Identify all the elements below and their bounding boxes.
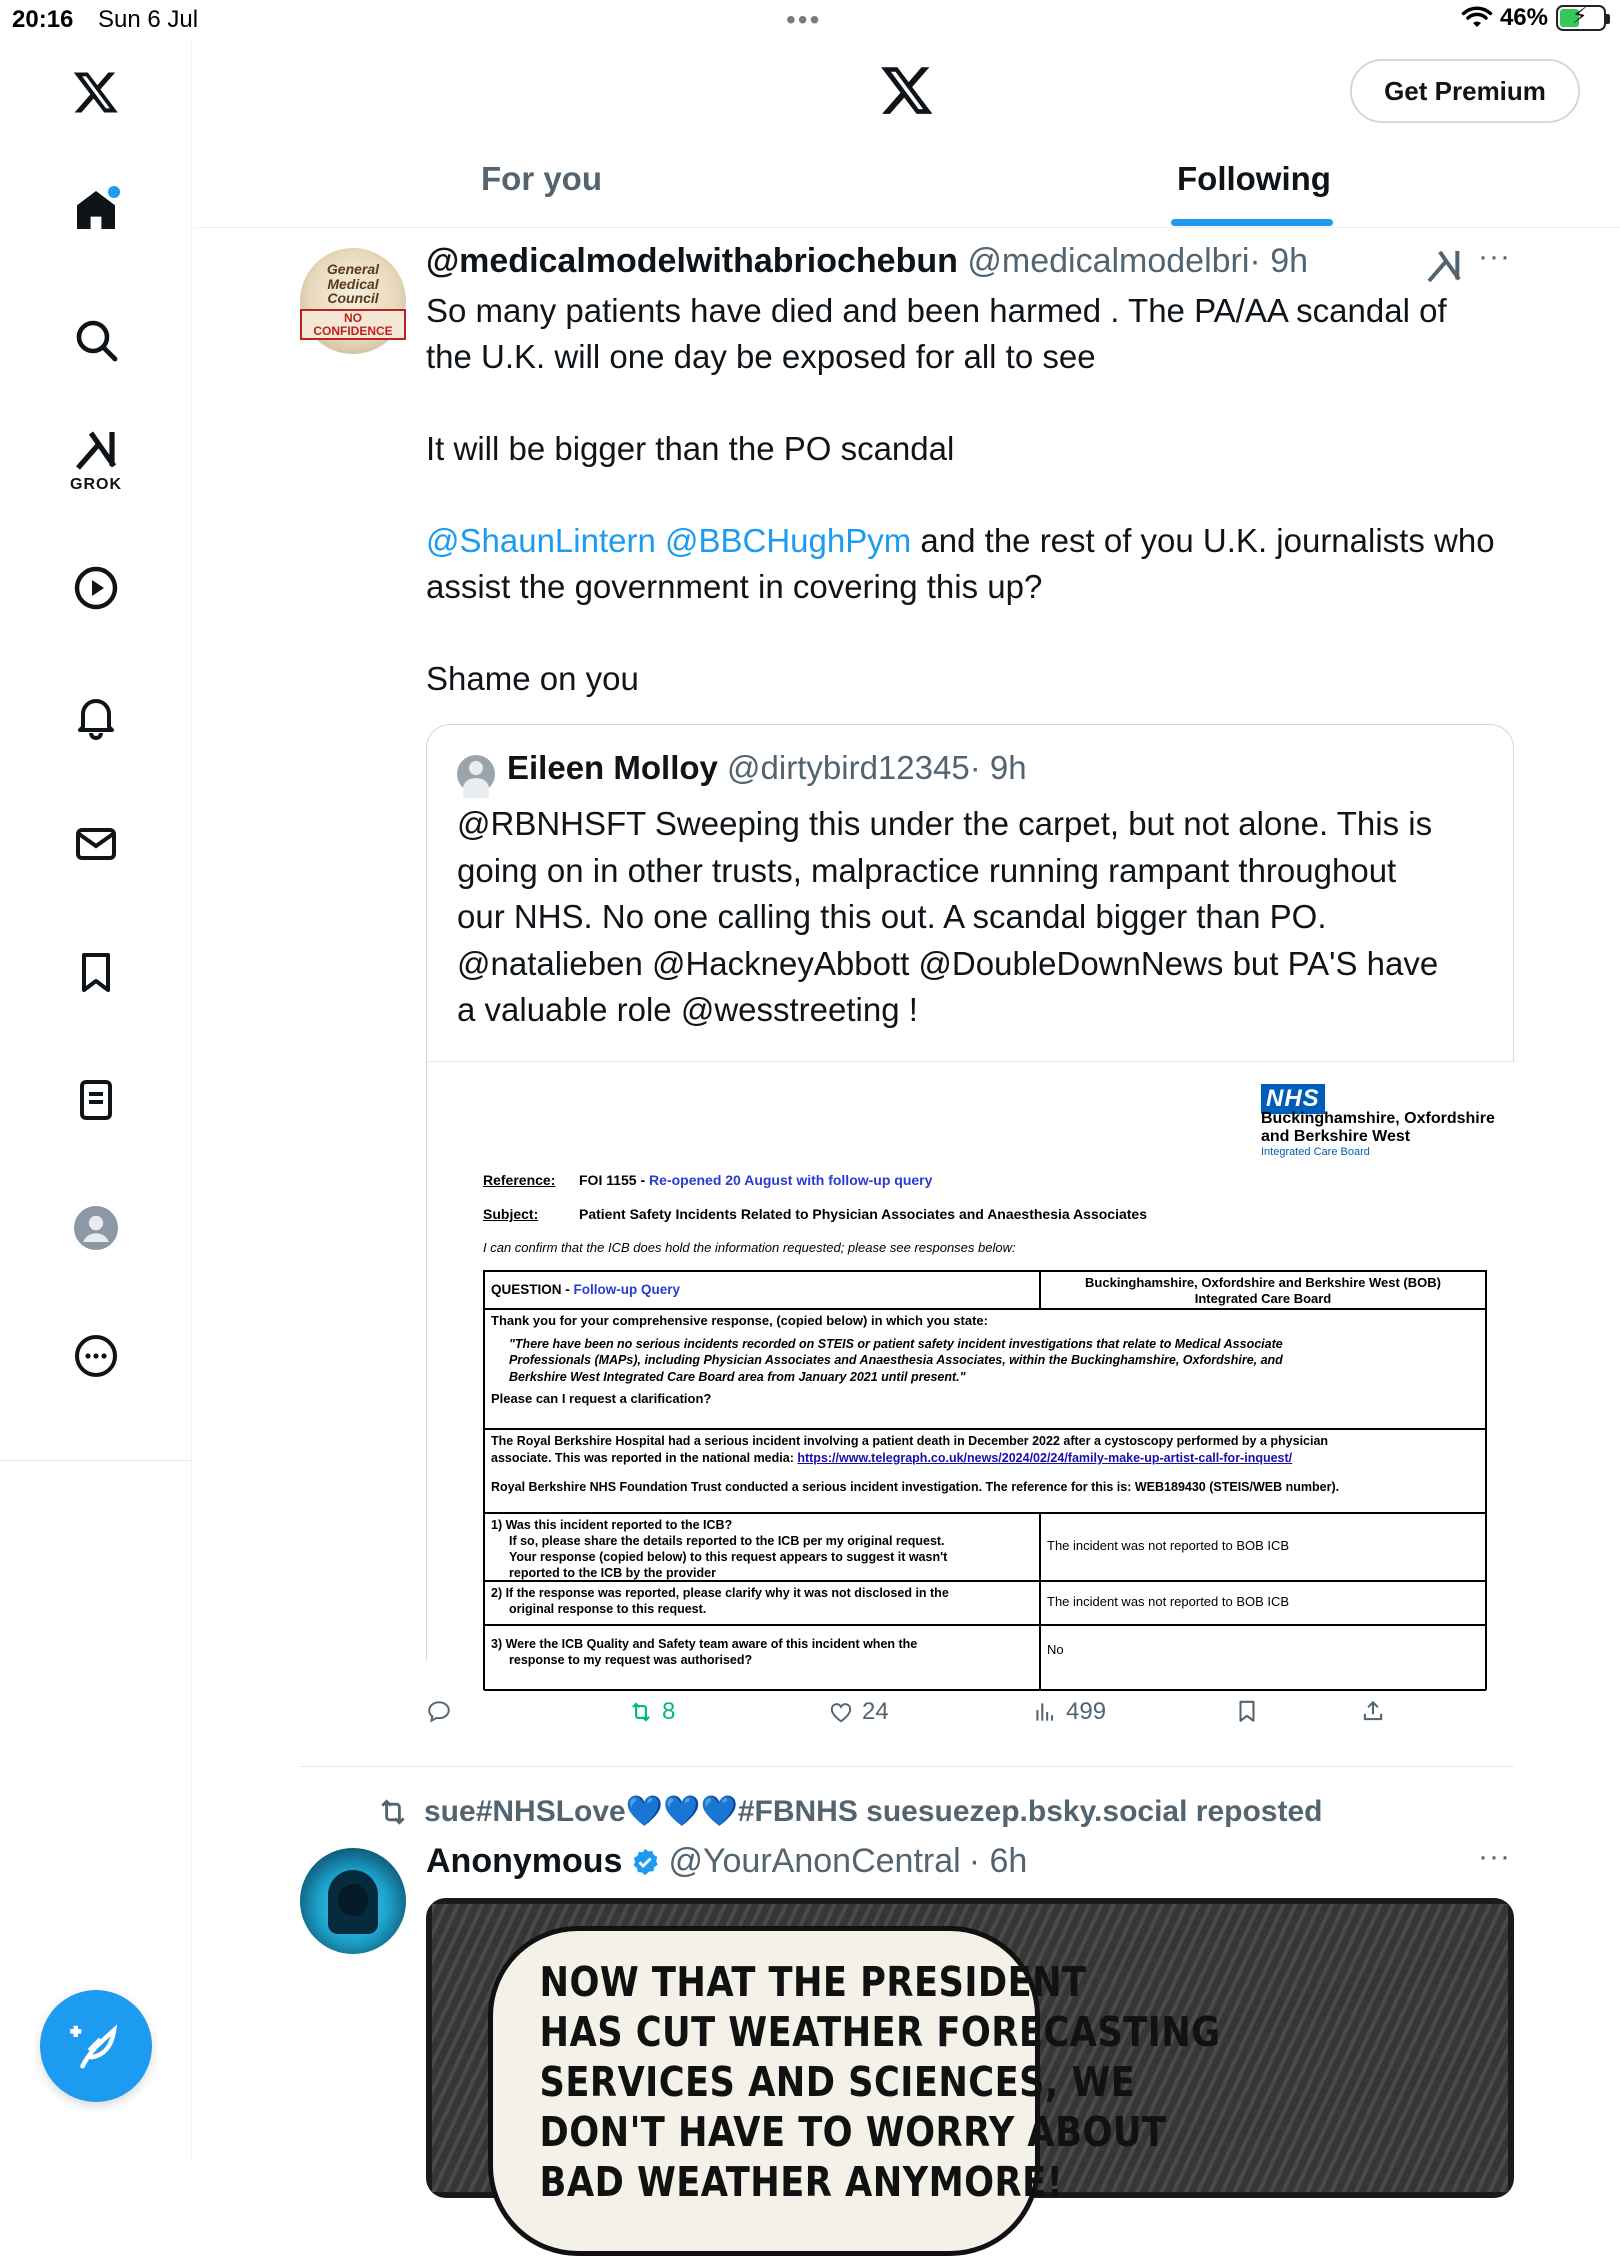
- answer-3: No: [1040, 1625, 1486, 1691]
- tweet-line: It will be bigger than the PO scandal: [426, 430, 955, 467]
- view-count: 499: [1066, 1698, 1107, 1725]
- meme-line: HAS CUT WEATHER FORECASTING: [539, 2008, 1221, 2056]
- incident-line: [491, 1450, 1479, 1467]
- nhs-logo: NHS: [1261, 1084, 1325, 1114]
- question-1-line: reported to the ICB by the provider: [509, 1566, 716, 1580]
- tweet-line: assist the government in covering this up?: [426, 568, 1043, 605]
- active-tab-indicator: [1171, 219, 1333, 226]
- org-line: Buckinghamshire, Oxfordshire: [1261, 1110, 1495, 1127]
- incident-line-text: associate. This was reported in the national media:: [491, 1451, 798, 1465]
- timestamp: · 9h: [969, 749, 1027, 786]
- avatar-badge-text: NO CONFIDENCE: [300, 309, 406, 340]
- status-time: 20:16: [12, 6, 74, 33]
- thanks-cell: [484, 1309, 1486, 1429]
- quoted-response: [491, 1336, 1479, 1386]
- charging-bolt-icon: ⚡: [1572, 3, 1588, 28]
- reference-label: Reference:: [483, 1172, 556, 1188]
- profile-icon[interactable]: [66, 1198, 126, 1258]
- more-icon[interactable]: [66, 1326, 126, 1386]
- bookmark-icon[interactable]: [66, 942, 126, 1002]
- status-date: Sun 6 Jul: [98, 6, 199, 33]
- quoted-tweet[interactable]: [426, 724, 1514, 1680]
- clarify-line: Please can I request a clarification?: [491, 1391, 712, 1406]
- telegraph-link: https://www.telegraph.co.uk/news/2024/02/24/family-make-up-artist-call-for-inquest/: [797, 1451, 1293, 1465]
- avatar: [457, 755, 495, 793]
- compose-button[interactable]: [40, 1990, 152, 2102]
- question-3-line: 3) Were the ICB Quality and Safety team aware of this incident when the: [491, 1637, 918, 1651]
- question-1-line: Your response (copied below) to this request appears to suggest it wasn't: [509, 1550, 948, 1564]
- meme-line: BAD WEATHER ANYMORE!: [539, 2158, 1064, 2206]
- tweet-text: [426, 288, 1526, 702]
- quoted-response-line: Berkshire West Integrated Care Board area from January 2021 until present.": [509, 1369, 966, 1384]
- more-options-icon[interactable]: ···: [1478, 240, 1511, 273]
- subject-row: [483, 1206, 1147, 1222]
- question-header-note: Follow-up Query: [573, 1282, 681, 1297]
- repost-count: 8: [662, 1698, 676, 1725]
- lists-icon[interactable]: [66, 1070, 126, 1130]
- question-3: [484, 1625, 1040, 1691]
- avatar[interactable]: [300, 1848, 406, 1954]
- tweet-line: the U.K. will one day be exposed for all to see: [426, 338, 1096, 375]
- reply-button[interactable]: [426, 1698, 460, 1724]
- mail-icon[interactable]: [66, 814, 126, 874]
- quoted-response-line: "There have been no serious incidents recorded on STEIS or patient safety incident investigations that relate to Medical Associate: [509, 1336, 1283, 1351]
- views-button[interactable]: [1032, 1698, 1106, 1726]
- timestamp[interactable]: · 9h: [1249, 242, 1309, 280]
- mention-link[interactable]: @BBCHughPym: [665, 522, 912, 559]
- tab-for-you[interactable]: For you: [481, 160, 602, 197]
- question-1: [484, 1513, 1040, 1581]
- share-button[interactable]: [1360, 1698, 1386, 1724]
- timeline-header: [193, 40, 1620, 228]
- verified-badge-icon: [630, 1847, 660, 1877]
- display-name[interactable]: Anonymous: [426, 1842, 623, 1880]
- reference-note: Re-opened 20 August with follow-up query: [649, 1172, 933, 1188]
- battery-icon: [1556, 5, 1606, 31]
- reposted-by[interactable]: [376, 1794, 1322, 1829]
- handle: @dirtybird12345: [727, 749, 970, 786]
- question-2: [484, 1581, 1040, 1625]
- like-button[interactable]: [828, 1698, 889, 1726]
- thanks-line: Thank you for your comprehensive response, (copied below) in which you state:: [491, 1313, 988, 1328]
- answer-1: The incident was not reported to BOB ICB: [1040, 1513, 1486, 1581]
- incident-line: The Royal Berkshire Hospital had a serious incident involving a patient death in December 2022 after a cystoscopy performed by a physician: [491, 1434, 1329, 1448]
- quoted-response-line: Professionals (MAPs), including Physician Associates and Anaesthesia Associates, within the Buckinghamshire, Oxfordshire, and: [509, 1353, 1283, 1367]
- tweet-divider: [300, 1766, 1514, 1767]
- x-logo-icon[interactable]: [66, 62, 126, 122]
- home-notification-dot: [108, 186, 120, 198]
- repost-icon: [376, 1795, 410, 1829]
- meme-line: DON'T HAVE TO WORRY ABOUT: [539, 2108, 1167, 2156]
- tweet-line: Shame on you: [426, 660, 639, 697]
- question-2-line: 2) If the response was reported, please clarify why it was not disclosed in the: [491, 1586, 949, 1600]
- grok-explain-icon[interactable]: [1424, 246, 1464, 286]
- quote-line: going on in other trusts, malpractice running rampant throughout: [457, 851, 1397, 889]
- meme-line: NOW THAT THE PRESIDENT: [539, 1958, 1087, 2006]
- question-1-line: If so, please share the details reported to the ICB per my original request.: [509, 1534, 945, 1548]
- subject-value: Patient Safety Incidents Related to Physician Associates and Anaesthesia Associates: [579, 1206, 1147, 1222]
- tweet-line: So many patients have died and been harmed . The PA/AA scandal of: [426, 292, 1447, 329]
- search-icon[interactable]: [66, 310, 126, 370]
- reference-value: FOI 1155 -: [579, 1172, 650, 1188]
- subject-label: Subject:: [483, 1206, 539, 1222]
- like-count: 24: [862, 1698, 889, 1725]
- meme-speech-bubble: [488, 1926, 1221, 2256]
- tweet-header: [426, 242, 1308, 281]
- org-header-line: Buckinghamshire, Oxfordshire and Berkshire West (BOB): [1085, 1275, 1441, 1290]
- tweet-line-text: and the rest of you U.K. journalists who: [911, 522, 1495, 559]
- confirm-line: I can confirm that the ICB does hold the information requested; please see responses below:: [483, 1240, 1016, 1255]
- org-header-line: Integrated Care Board: [1194, 1291, 1332, 1306]
- reposter-suffix: #FBNHS suesuezep.bsky.social reposted: [737, 1795, 1323, 1828]
- multitask-dots-icon[interactable]: •••: [786, 4, 822, 35]
- investigation-line: Royal Berkshire NHS Foundation Trust conducted a serious incident investigation. The reference for this is: WEB189430 (STEIS/WEB number).: [491, 1480, 1340, 1494]
- avatar[interactable]: [300, 248, 406, 354]
- question-3-line: response to my request was authorised?: [509, 1653, 753, 1667]
- x-logo-icon[interactable]: [879, 62, 935, 118]
- quote-line: @natalieben @HackneyAbbott @DoubleDownNews but PA'S have: [457, 944, 1439, 982]
- repost-icon: [628, 1699, 654, 1725]
- answer-2: The incident was not reported to BOB ICB: [1040, 1581, 1486, 1625]
- get-premium-button[interactable]: Get Premium: [1350, 59, 1580, 123]
- share-icon: [1360, 1698, 1386, 1724]
- tweet-actions: [426, 1698, 1516, 1738]
- question-1-line: 1) Was this incident reported to the ICB?: [491, 1518, 733, 1532]
- quote-line: our NHS. No one calling this out. A scandal bigger than PO.: [457, 898, 1327, 935]
- wifi-icon: [1462, 6, 1492, 30]
- avatar-text: General Medical Council: [326, 260, 380, 307]
- meme-line: SERVICES AND SCIENCES, WE: [539, 2058, 1136, 2106]
- nhs-org-name: [1261, 1110, 1495, 1146]
- attached-document-image[interactable]: [427, 1061, 1515, 1681]
- tab-following[interactable]: Following: [1177, 160, 1331, 197]
- compose-icon: [69, 2019, 123, 2073]
- bell-icon[interactable]: [66, 686, 126, 746]
- question-header-text: QUESTION -: [491, 1282, 574, 1297]
- sidebar-nav: [0, 40, 192, 2160]
- meme-text: [539, 1957, 1221, 2207]
- foi-document: [455, 1062, 1495, 1682]
- org-header: [1040, 1271, 1486, 1309]
- video-icon[interactable]: [66, 558, 126, 618]
- meme-image[interactable]: [426, 1898, 1514, 2206]
- repost-button[interactable]: [628, 1698, 675, 1726]
- handle[interactable]: @medicalmodelbri: [967, 242, 1250, 280]
- tweet-header: [426, 1842, 1027, 1881]
- status-bar: [0, 0, 1620, 40]
- quote-line: @RBNHSFT Sweeping this under the carpet, but not alone. This is: [457, 805, 1433, 842]
- bookmark-icon: [1234, 1698, 1260, 1724]
- sidebar-divider: [0, 1460, 192, 1461]
- reposter-name: sue#NHSLove: [424, 1795, 626, 1828]
- timestamp[interactable]: · 6h: [968, 1842, 1028, 1880]
- battery-percent: 46%: [1499, 4, 1548, 31]
- question-2-line: original response to this request.: [509, 1602, 707, 1616]
- question-header: [484, 1271, 1040, 1309]
- incident-cell: [484, 1429, 1486, 1513]
- more-options-icon[interactable]: ···: [1478, 1840, 1511, 1873]
- display-name: Eileen Molloy: [507, 749, 718, 786]
- bookmark-button[interactable]: [1234, 1698, 1260, 1724]
- reference-row: [483, 1172, 932, 1188]
- foi-table: [483, 1270, 1487, 1690]
- grok-label: GROK: [70, 476, 122, 493]
- mention-link[interactable]: @ShaunLintern: [426, 522, 656, 559]
- home-icon[interactable]: [66, 180, 126, 240]
- quote-line: a valuable role @wesstreeting !: [457, 991, 918, 1028]
- grok-icon[interactable]: [66, 420, 126, 480]
- views-icon: [1032, 1699, 1058, 1725]
- tweet-line: [426, 518, 1526, 564]
- reply-icon: [426, 1698, 452, 1724]
- display-name[interactable]: @medicalmodelwithabriochebun: [426, 242, 958, 280]
- org-line: and Berkshire West: [1261, 1128, 1411, 1145]
- handle[interactable]: @YourAnonCentral: [668, 1842, 961, 1880]
- heart-icon: [828, 1699, 854, 1725]
- org-subtitle: Integrated Care Board: [1261, 1146, 1370, 1158]
- quote-text: [457, 801, 1487, 1034]
- status-right: [1462, 4, 1606, 32]
- blue-heart-emoji: 💙💙💙: [625, 1795, 738, 1828]
- quote-header: [507, 749, 1027, 787]
